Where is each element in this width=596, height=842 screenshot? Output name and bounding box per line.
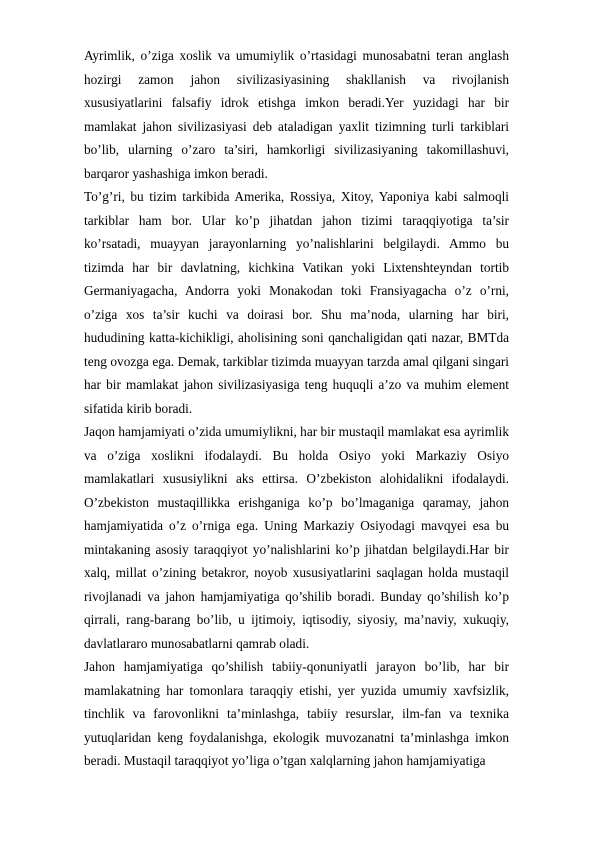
- paragraph: Jahon hamjamiyatiga qo’shilish tabiiy-qonuniyatli jarayon bo’lib, har bir mamlakatning har tomonlara taraqqiy etishi, yer yuzida umumiy xavfsizlik, tinchlik va farovonlikni ta’minlashga, tabiiy resurslar, ilm-fan va texnika yutuqlaridan keng foydalanishga, ekologik muvozanatni ta’minlashga imkon beradi. Mustaqil taraqqiyot yo’liga o’tgan xalqlarning jahon hamjamiyatiga: [84, 659, 509, 768]
- paragraph: To’g’ri, bu tizim tarkibida Amerika, Rossiya, Xitoy, Yaponiya kabi salmoqli tarkiblar ham bor. Ular ko’p jihatdan jahon tizimi taraqqiyotiga ta’sir ko’rsatadi, muayyan jarayonlarning yo’nalishlarini belgilaydi. Ammo bu tizimda har bir davlatning, kichkina Vatikan yoki Lixtenshteyndan tortib Germaniyagacha, Andorra yoki Monakodan toki Fransiyagacha o’z o’rni, o’ziga xos ta’sir kuchi va doirasi bor. Shu ma’noda, ularning har biri, hududining katta-kichikligi, aholisining soni qanchaligidan qati nazar, BMTda teng ovozga ega. Demak, tarkiblar tizimda muayyan tarzda amal qilgani singari har bir mamlakat jahon sivilizasiyasiga teng huquqli a’zo va muhim element sifatida kirib boradi.: [84, 189, 509, 416]
- paragraph: Jaqon hamjamiyati o’zida umumiylikni, har bir mustaqil mamlakat esa ayrimlik va o’ziga xoslikni ifodalaydi. Bu holda Osiyo yoki Markaziy Osiyo mamlakatlari xususiylikni aks ettirsa. O’zbekiston alohidalikni ifodalaydi. O’zbekiston mustaqillikka erishganiga ko’p bo’lmaganiga qaramay, jahon hamjamiyatida o’z o’rniga ega. Uning Markaziy Osiyodagi mavqyei esa bu mintakaning asosiy taraqqiyot yo’nalishlarini ko’p jihatdan belgilaydi.Har bir xalq, millat o’zining betakror, noyob xususiyatlarini saqlagan holda mustaqil rivojlanadi va jahon hamjamiyatiga qo’shilib boradi. Bunday qo’shilish ko’p qirrali, rang-barang bo’lib, u ijtimoiy, iqtisodiy, siyosiy, ma’naviy, xukuqiy, davlatlararo munosabatlarni qamrab oladi.: [84, 424, 509, 651]
- document-body: [84, 44, 509, 773]
- paragraph: Ayrimlik, o’ziga xoslik va umumiylik o’rtasidagi munosabatni teran anglash hozirgi zamon jahon sivilizasiyasining shakllanish va rivojlanish xususiyatlarini falsafiy idrok etishga imkon beradi.Yer yuzidagi har bir mamlakat jahon sivilizasiyasi deb ataladigan yaxlit tizimning turli tarkiblari bo’lib, ularning o’zaro ta’siri, hamkorligi sivilizasiyaning takomillashuvi, barqaror yashashiga imkon beradi.: [84, 48, 509, 181]
